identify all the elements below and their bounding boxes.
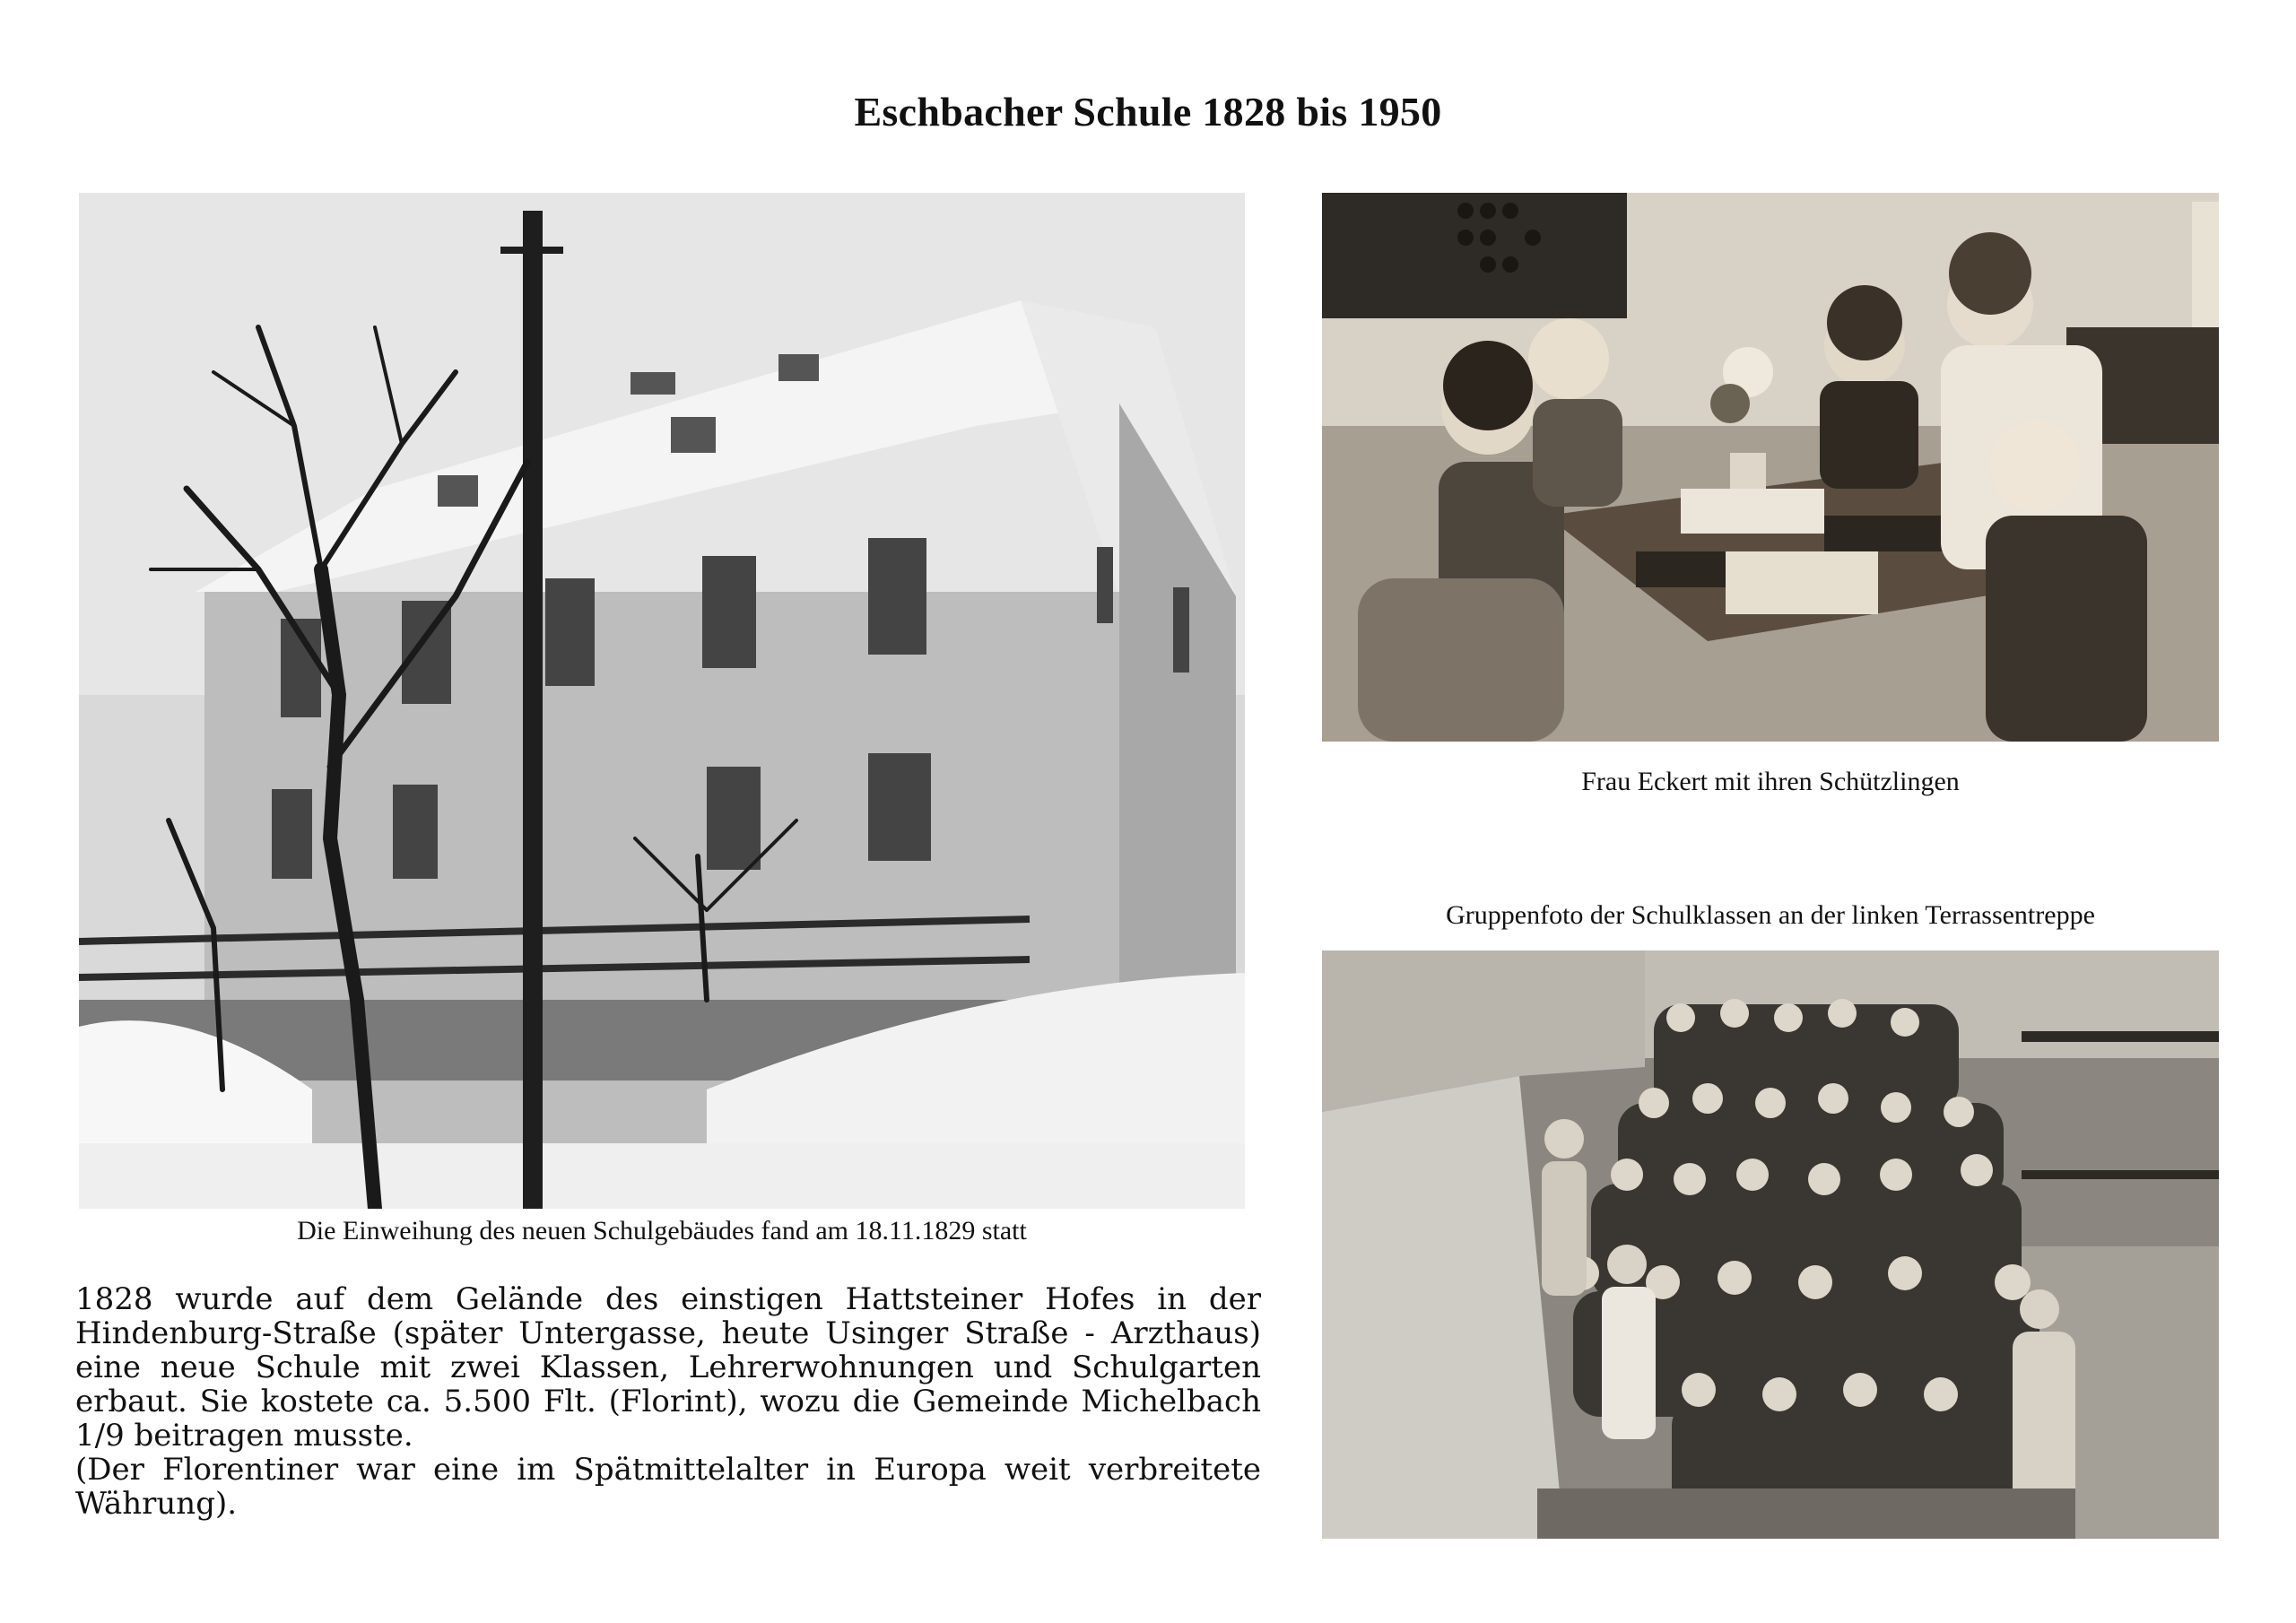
classroom-caption: Frau Eckert mit ihren Schützlingen (1581, 767, 1960, 796)
body-paragraph-2: (Der Florentiner war eine im Spätmittelalter in Europa weit verbreitete Währung). (75, 1452, 1261, 1522)
body-text (75, 1282, 1261, 1521)
group-photo-caption: Gruppenfoto der Schulklassen an der linken Terrassentreppe (1446, 900, 2095, 930)
group-photo (1322, 950, 2219, 1539)
school-building-caption: Die Einweihung des neuen Schulgebäudes fand am 18.11.1829 statt (297, 1216, 1027, 1245)
page-title: Eschbacher Schule 1828 bis 1950 (854, 89, 1442, 135)
body-paragraph-1: 1828 wurde auf dem Gelände des einstigen Hattsteiner Hofes in der Hindenburg-Straße (später Untergasse, heute Usinger Straße - Arzthaus) eine neue Schule mit zwei Klassen, Lehrerwohnungen und Schulgarten erbaut. Sie kostete ca. 5.500 Flt. (Florint), wozu die Gemeinde Michelbach 1/9 beitragen musste. (75, 1281, 1261, 1454)
school-building-photo (79, 193, 1245, 1209)
classroom-photo (1322, 193, 2219, 742)
